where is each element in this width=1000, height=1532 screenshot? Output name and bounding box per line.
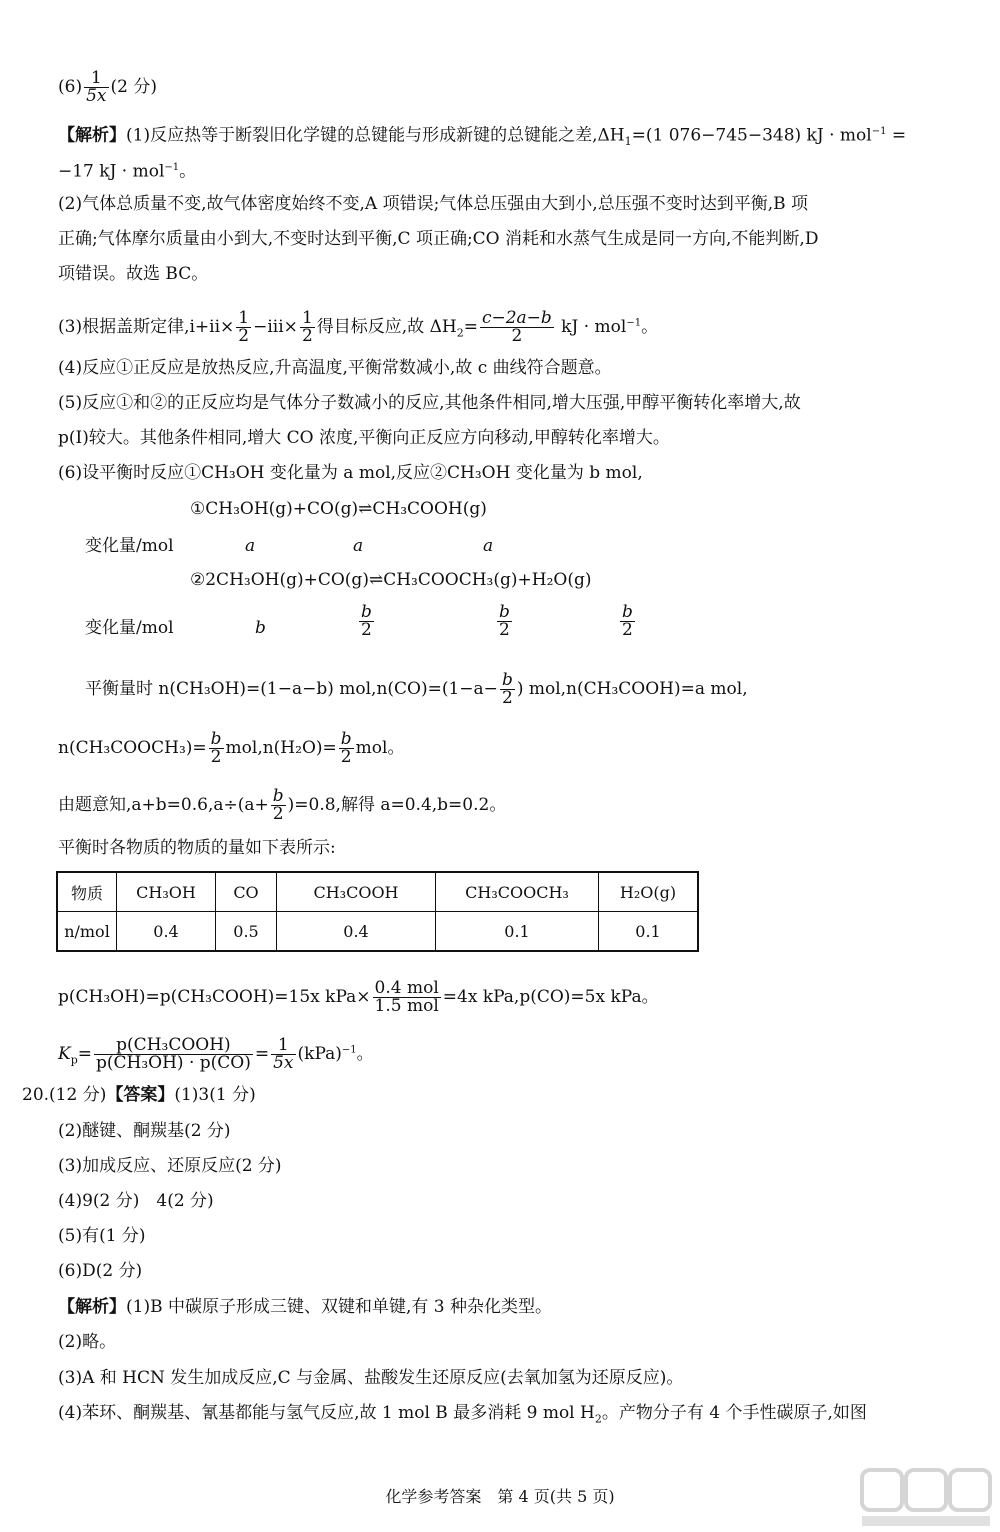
analysis-20-1: 【解析】(1)B 中碳原子形成三键、双键和单键,有 3 种杂化类型。 bbox=[58, 1297, 553, 1317]
analysis-20-2: (2)略。 bbox=[58, 1332, 117, 1352]
fraction: $\frac{1}{5x}$ bbox=[86, 68, 107, 106]
answer-20-3: (3)加成反应、还原反应(2 分) bbox=[58, 1156, 282, 1176]
table-intro: 平衡时各物质的物质的量如下表所示: bbox=[58, 838, 336, 858]
analysis-1-line: 【解析】(1)反应热等于断裂旧化学键的总键能与形成新键的总键能之差$,\Delta H_1=(1$ 076−745−348) kJ · mol$^{-1}$ = bbox=[58, 125, 907, 149]
solve-line: 由题意知,a+b=0.6,a÷(a+ $\frac{b}{2}$ )=0.8,解得 a=0.4,b=0.2。 bbox=[58, 786, 507, 824]
watermark-logo-icon bbox=[858, 1466, 994, 1528]
kp-line: $K_p=$ $\frac{\text{p(CH₃COOH)}}{\text{p(CH₃OH) · p(CO)}}$ = $\frac{1}{5x}$ (kPa)$^{-1}$。 bbox=[58, 1035, 374, 1073]
equilibrium-line2: n(CH₃COOCH₃)= $\frac{b}{2}$ mol,n(H₂O)= $\frac{b}{2}$ mol。 bbox=[58, 729, 405, 767]
question-20-header: 20.(12 分)【答案】(1)3(1 分) bbox=[22, 1085, 256, 1105]
equilibrium-table bbox=[56, 871, 699, 952]
analysis-4-line: (4)反应①正反应是放热反应,升高温度,平衡常数减小,故 c 曲线符合题意。 bbox=[58, 358, 612, 378]
page-footer: 化学参考答案 第 4 页(共 5 页) bbox=[385, 1487, 615, 1506]
answer-20-6: (6)D(2 分) bbox=[58, 1261, 143, 1281]
analysis-2-line2: 正确;气体摩尔质量由小到大,不变时达到平衡,C 项正确;CO 消耗和水蒸气生成是同一方向,不能判断,D bbox=[58, 229, 819, 249]
change-row-1: 变化量/mol a a a bbox=[85, 536, 494, 556]
answer-20-2: (2)醚键、酮羰基(2 分) bbox=[58, 1121, 231, 1141]
answer-20-4: (4)9(2 分) 4(2 分) bbox=[58, 1191, 214, 1211]
analysis-2-line3: 项错误。故选 BC。 bbox=[58, 264, 209, 284]
analysis-6-intro: (6)设平衡时反应①CH₃OH 变化量为 a mol,反应②CH₃OH 变化量为 b mol, bbox=[58, 463, 643, 483]
table-header-row: 物质 CH₃OH CO CH₃COOH CH₃COOCH₃ H₂O(g) bbox=[57, 872, 698, 912]
analysis-20-4: (4)苯环、酮羰基、氰基都能与氢气反应,故 1 mol B 最多消耗 9 mol $H_2$。产物分子有 4 个手性碳原子,如图 bbox=[58, 1403, 867, 1426]
analysis-5-line2: p(Ⅰ)较大。其他条件相同,增大 CO 浓度,平衡向正反应方向移动,甲醇转化率增大。 bbox=[58, 428, 670, 448]
equilibrium-line1: 平衡量时 n(CH₃OH)=(1−a−b) mol,n(CO)=(1−a− $\frac{b}{2}$ ) mol,n(CH₃COOH)=a mol, bbox=[85, 670, 748, 708]
analysis-3-line: (3)根据盖斯定律,i+ii× $\frac{1}{2}$ −iii× $\frac{1}{2}$ 得目标反应,故 $\Delta H_2=$ $\frac{c-2a-b}{2}$ kJ · mol$^{-1}$。 bbox=[58, 308, 659, 346]
change-row-2: 变化量/mol b $\frac{b}{2}$ $\frac{b}{2}$ $\frac{b}{2}$ bbox=[85, 602, 633, 640]
pressure-line: p(CH₃OH)=p(CH₃COOH)=15x kPa× $\frac{\text{0.4 mol}}{\text{1.5 mol}}$ =4x kPa,p(CO)=5x kPa。 bbox=[58, 978, 659, 1016]
equation-1: ①CH₃OH(g)+CO(g)⇌CH₃COOH(g) bbox=[190, 499, 487, 519]
analysis-1-cont: −17 kJ · mol$^{-1}$。 bbox=[58, 161, 197, 182]
equation-2: ②2CH₃OH(g)+CO(g)⇌CH₃COOCH₃(g)+H₂O(g) bbox=[190, 570, 592, 590]
answer-20-5: (5)有(1 分) bbox=[58, 1226, 146, 1246]
analysis-20-3: (3)A 和 HCN 发生加成反应,C 与金属、盐酸发生还原反应(去氧加氢为还原反应)。 bbox=[58, 1368, 684, 1388]
answer-6-line: (6) $\frac{1}{5x}$ (2 分) bbox=[58, 68, 157, 106]
analysis-5-line1: (5)反应①和②的正反应均是气体分子数减小的反应,其他条件相同,增大压强,甲醇平衡转化率增大,故 bbox=[58, 393, 801, 413]
analysis-2-line1: (2)气体总质量不变,故气体密度始终不变,A 项错误;气体总压强由大到小,总压强不变时达到平衡,B 项 bbox=[58, 194, 808, 214]
table-row: n/mol 0.4 0.5 0.4 0.1 0.1 bbox=[57, 912, 698, 952]
